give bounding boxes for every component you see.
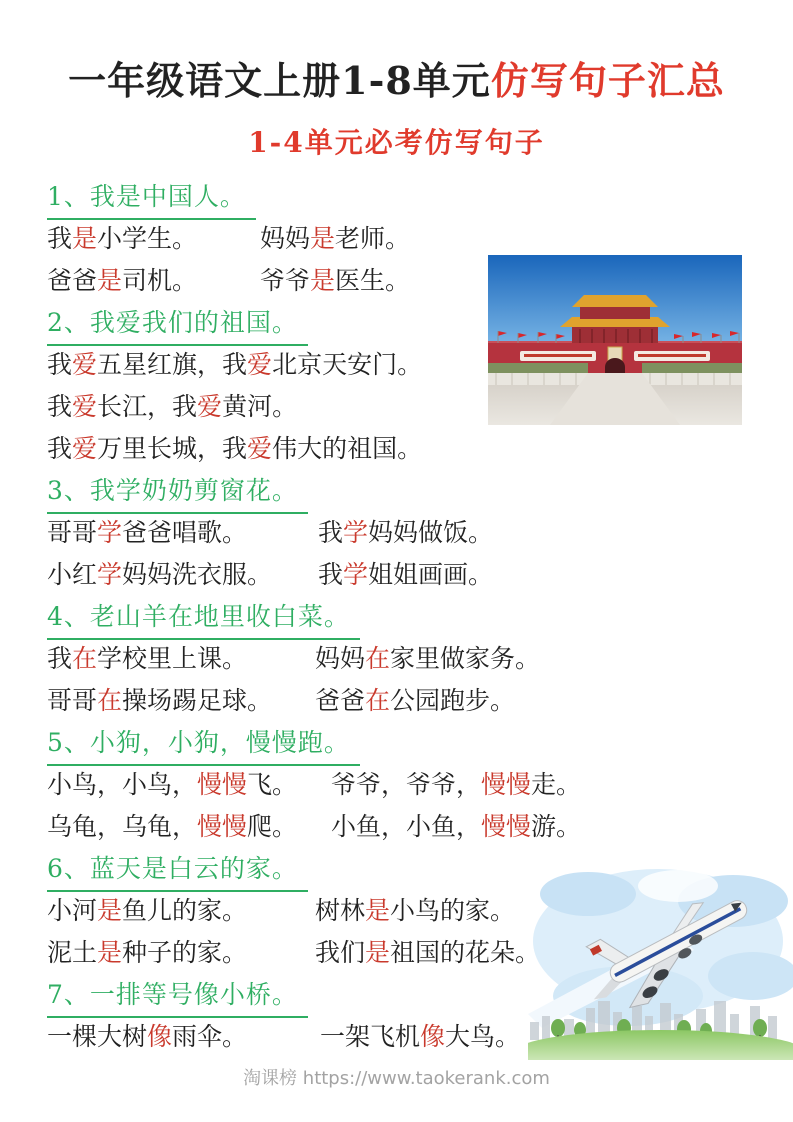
sentence-left (47, 1016, 320, 1058)
sentence-left (47, 554, 318, 596)
highlight-char: 爱 (72, 350, 98, 379)
section-heading-row (47, 974, 777, 1016)
title-red-part: 仿写句子汇总 (490, 58, 725, 103)
highlight-char: 是 (365, 896, 391, 925)
sentence-right (315, 890, 515, 932)
sentence-text: 鱼儿的家。 (122, 896, 248, 925)
section-1-heading: 1、我是中国人。 (47, 178, 256, 220)
sentence-text: 小河 (47, 896, 98, 925)
section-heading-row (47, 722, 777, 764)
sentence-text: 哥哥 (47, 518, 98, 547)
sentence-text: 妈妈洗衣服。 (122, 560, 273, 589)
sentence-text: 妈妈 (315, 644, 366, 673)
highlight-char: 学 (97, 560, 123, 589)
sentence-text: 司机。 (122, 266, 198, 295)
highlight-char: 学 (343, 560, 369, 589)
sentence-text: 五星红旗，我 (97, 350, 248, 379)
sentence-text: 公园跑步。 (390, 686, 516, 715)
sentence-row (47, 344, 777, 386)
sentence-row (47, 512, 777, 554)
highlight-char: 像 (420, 1022, 446, 1051)
sentence-text: 小学生。 (97, 224, 198, 253)
sentence-text: 小鸟的家。 (390, 896, 516, 925)
sentence-right (318, 554, 493, 596)
sentence-right (318, 512, 493, 554)
sentence-text: 我 (47, 224, 73, 253)
sentence-text: 伟大的祖国。 (272, 434, 423, 463)
highlight-char: 像 (147, 1022, 173, 1051)
sentence-left (47, 932, 315, 974)
sentence-text: 游。 (531, 812, 582, 841)
sentence-right (331, 764, 581, 806)
sentence-text: 我们 (315, 938, 366, 967)
sentence-left (47, 806, 331, 848)
sentence-text: 走。 (531, 770, 582, 799)
highlight-char: 爱 (247, 350, 273, 379)
highlight-char: 是 (72, 224, 98, 253)
sentence-right (260, 218, 410, 260)
sentence-text: 爸爸 (47, 266, 98, 295)
sentence-text: 飞。 (247, 770, 298, 799)
sentence-left (47, 260, 260, 302)
sentence-text: 树林 (315, 896, 366, 925)
sentence-text: 爸爸 (315, 686, 366, 715)
sentence-text: 小鱼，小鱼， (331, 812, 482, 841)
sentence-row (47, 638, 777, 680)
sentence-right (331, 806, 581, 848)
sentence-row (47, 260, 777, 302)
sentence-text: 我 (318, 560, 344, 589)
sentence-text: 雨伞。 (172, 1022, 248, 1051)
sentence-text: 小红 (47, 560, 98, 589)
section-heading-row (47, 848, 777, 890)
highlight-char: 爱 (72, 434, 98, 463)
highlight-char: 是 (97, 896, 123, 925)
sentence-text: 操场踢足球。 (122, 686, 273, 715)
highlight-char: 爱 (197, 392, 223, 421)
highlight-char: 是 (310, 266, 336, 295)
highlight-char: 爱 (247, 434, 273, 463)
highlight-char: 是 (365, 938, 391, 967)
highlight-char: 在 (365, 644, 391, 673)
sentence-left (47, 680, 315, 722)
sentence-row (47, 386, 777, 428)
section-5-heading: 5、小狗，小狗，慢慢跑。 (47, 724, 360, 766)
highlight-char: 学 (343, 518, 369, 547)
page-title (0, 50, 793, 105)
footer-watermark: 淘课榜 https://www.taokerank.com (243, 1068, 550, 1089)
highlight-char: 慢慢 (481, 812, 532, 841)
highlight-char: 学 (97, 518, 123, 547)
sentence-text: 医生。 (335, 266, 411, 295)
highlight-char: 在 (365, 686, 391, 715)
sentence-right (315, 680, 515, 722)
highlight-char: 是 (310, 224, 336, 253)
section-7-heading: 7、一排等号像小桥。 (47, 976, 308, 1018)
sentence-text: 爸爸唱歌。 (122, 518, 248, 547)
sentence-text: 老师。 (335, 224, 411, 253)
sentence-left (47, 512, 318, 554)
sentence-row (47, 764, 777, 806)
sentence-left (47, 890, 315, 932)
sentence-text: 爬。 (247, 812, 298, 841)
sentence-row (47, 806, 777, 848)
sentence-text: 爷爷 (260, 266, 311, 295)
sentence-right (260, 260, 410, 302)
sentence-row (47, 218, 777, 260)
sentence-right (315, 638, 540, 680)
sentence-row (47, 1016, 777, 1058)
sentence-row (47, 890, 777, 932)
sentence-text: 爷爷，爷爷， (331, 770, 482, 799)
sentence-row (47, 932, 777, 974)
sentence-text: 姐姐画画。 (368, 560, 494, 589)
highlight-char: 慢慢 (197, 812, 248, 841)
sentence-text: 我 (47, 644, 73, 673)
sentence-text: 妈妈做饭。 (368, 518, 494, 547)
sentence-text: 小鸟，小鸟， (47, 770, 198, 799)
highlight-char: 在 (72, 644, 98, 673)
highlight-char: 在 (97, 686, 123, 715)
sentence-left (47, 764, 331, 806)
sentence-row (47, 554, 777, 596)
sentence-text: 一棵大树 (47, 1022, 148, 1051)
sentence-text: 北京天安门。 (272, 350, 423, 379)
sentence-text: 我 (318, 518, 344, 547)
sentence-text: 祖国的花朵。 (390, 938, 541, 967)
sentence-left (47, 638, 315, 680)
sentence-text: 种子的家。 (122, 938, 248, 967)
sentence-text: 我 (47, 392, 73, 421)
highlight-char: 是 (97, 938, 123, 967)
sentence-text: 乌龟，乌龟， (47, 812, 198, 841)
sentence-text: 一架飞机 (320, 1022, 421, 1051)
section-4-heading: 4、老山羊在地里收白菜。 (47, 598, 360, 640)
page-subtitle: 1-4单元必考仿写句子 (248, 126, 545, 159)
sentence-row (47, 428, 777, 470)
section-heading-row (47, 176, 777, 218)
sentence-text: 万里长城，我 (97, 434, 248, 463)
sentence-text: 妈妈 (260, 224, 311, 253)
sentence-full (47, 344, 422, 386)
section-heading-row (47, 596, 777, 638)
highlight-char: 爱 (72, 392, 98, 421)
sentence-full (47, 428, 422, 470)
highlight-char: 慢慢 (481, 770, 532, 799)
sentence-text: 泥土 (47, 938, 98, 967)
section-heading-row (47, 470, 777, 512)
sentence-right (320, 1016, 520, 1058)
sentence-row (47, 680, 777, 722)
sentence-text: 学校里上课。 (97, 644, 248, 673)
sentence-text: 黄河。 (222, 392, 298, 421)
sentence-text: 我 (47, 434, 73, 463)
section-3-heading: 3、我学奶奶剪窗花。 (47, 472, 308, 514)
sentence-full (47, 386, 297, 428)
sentence-right (315, 932, 540, 974)
worksheet-content (47, 176, 777, 1058)
section-6-heading: 6、蓝天是白云的家。 (47, 850, 308, 892)
sentence-text: 长江，我 (97, 392, 198, 421)
title-black-part: 一年级语文上册1-8单元 (68, 58, 491, 103)
sentence-text: 哥哥 (47, 686, 98, 715)
section-heading-row (47, 302, 777, 344)
highlight-char: 是 (97, 266, 123, 295)
sentence-left (47, 218, 260, 260)
highlight-char: 慢慢 (197, 770, 248, 799)
sentence-text: 我 (47, 350, 73, 379)
section-2-heading: 2、我爱我们的祖国。 (47, 304, 308, 346)
sentence-text: 大鸟。 (445, 1022, 521, 1051)
sentence-text: 家里做家务。 (390, 644, 541, 673)
